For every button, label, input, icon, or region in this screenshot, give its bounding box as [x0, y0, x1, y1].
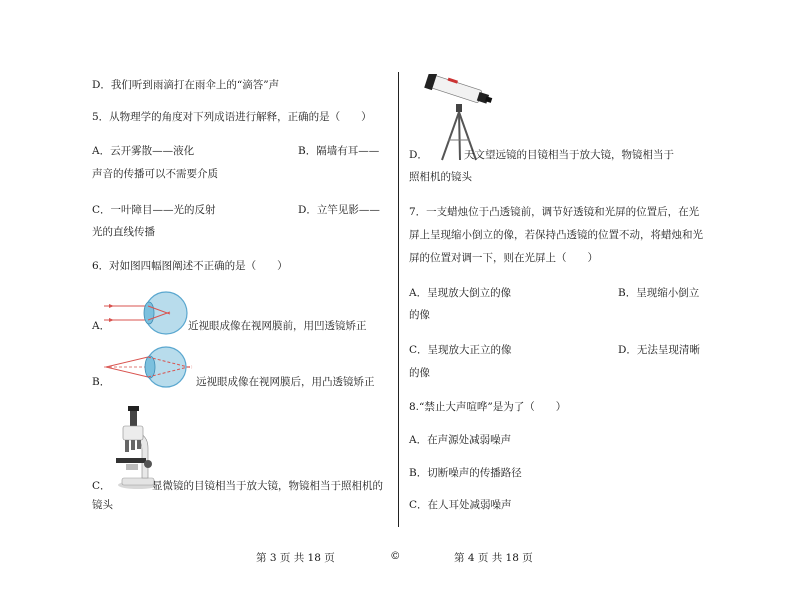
- myopia-eye-diagram: [104, 290, 190, 338]
- q7-option-d: D．无法呈现清晰: [618, 344, 700, 356]
- column-divider: [398, 72, 399, 527]
- q6-option-b-label: B．: [92, 376, 111, 388]
- q8-option-b: B．切断噪声的传播路径: [409, 467, 522, 479]
- hyperopia-eye-diagram: [104, 345, 194, 391]
- left-page-number: 第 3 页 共 18 页: [256, 552, 335, 564]
- q6-option-c-label: C．: [92, 480, 111, 492]
- microscope-image: [108, 404, 160, 490]
- q8-stem: 8.“禁止大声喧哗”是为了（ ）: [409, 401, 567, 413]
- q5-option-d: D．立竿见影——: [298, 204, 380, 216]
- q7-option-a: A．呈现放大倒立的像: [409, 287, 512, 299]
- q6-option-d-label: D．: [409, 149, 428, 161]
- q8-option-c: C．在人耳处减弱噪声: [409, 499, 512, 511]
- q7-option-d-continued: 的像: [409, 367, 430, 379]
- q5-stem: 5．从物理学的角度对下列成语进行解释，正确的是（ ）: [92, 111, 372, 123]
- q5-option-b-continued: 声音的传播可以不需要介质: [92, 168, 218, 180]
- copyright-symbol: ©: [390, 550, 401, 562]
- q6-option-d-text: 天文望远镜的目镜相当于放大镜，物镜相当于: [464, 149, 674, 161]
- q6-stem: 6．对如图四幅图阐述不正确的是（ ）: [92, 260, 288, 272]
- q7-stem-line3: 屏的位置对调一下，则在光屏上（ ）: [409, 252, 598, 264]
- q7-option-c: C．呈现放大正立的像: [409, 344, 512, 356]
- q7-option-b-continued: 的像: [409, 309, 430, 321]
- q7-stem-line2: 屏上呈现缩小倒立的像，若保持凸透镜的位置不动，将蜡烛和光: [409, 229, 703, 241]
- q5-option-a: A．云开雾散——液化: [92, 145, 195, 157]
- q6-option-b-text: 远视眼成像在视网膜后，用凸透镜矫正: [196, 376, 375, 388]
- q6-option-c-continued: 镜头: [92, 499, 113, 511]
- q5-option-b: B．隔墙有耳——: [298, 145, 380, 157]
- q7-option-b: B．呈现缩小倒立: [618, 287, 700, 299]
- q5-option-d-continued: 光的直线传播: [92, 226, 155, 238]
- q6-option-a-label: A．: [92, 320, 111, 332]
- right-page-number: 第 4 页 共 18 页: [454, 552, 533, 564]
- q6-option-a-text: 近视眼成像在视网膜前，用凹透镜矫正: [188, 320, 367, 332]
- q5-option-c: C．一叶障目——光的反射: [92, 204, 216, 216]
- q8-option-a: A．在声源处减弱噪声: [409, 434, 512, 446]
- q6-option-d-continued: 照相机的镜头: [409, 171, 472, 183]
- q6-option-c-text: 显微镜的目镜相当于放大镜，物镜相当于照相机的: [152, 480, 383, 492]
- q7-stem-line1: 7．一支蜡烛位于凸透镜前，调节好透镜和光屏的位置后，在光: [409, 206, 700, 218]
- q4-option-d: D．我们听到雨滴打在雨伞上的“滴答”声: [92, 79, 280, 91]
